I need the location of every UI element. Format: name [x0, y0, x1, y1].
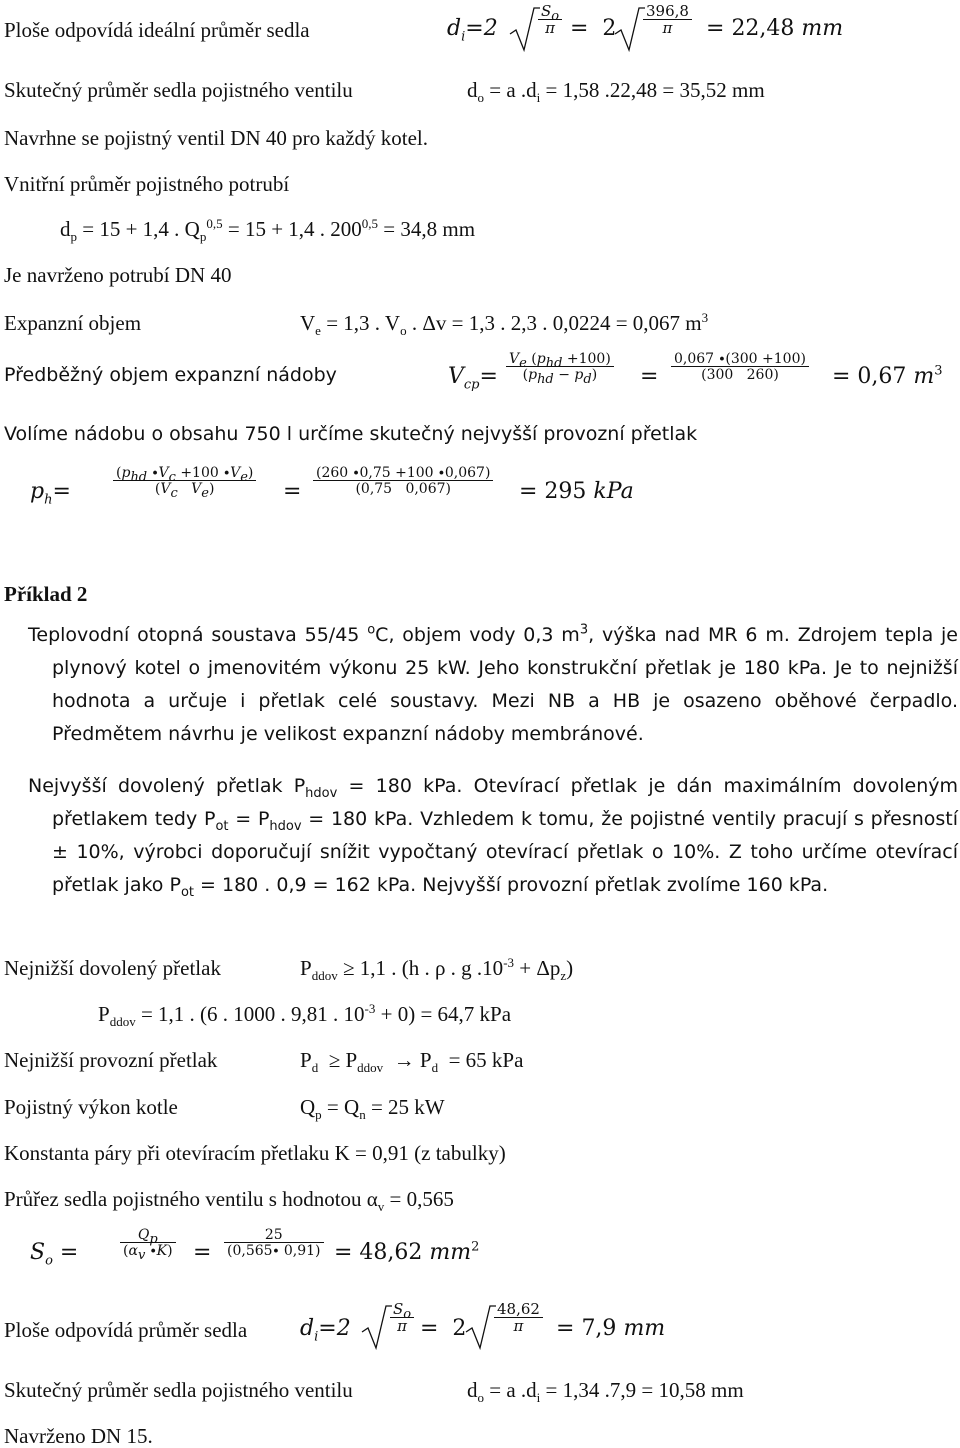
fraction-so-values: $\frac{25}{(0,565\cdot 0,91)}$ [224, 1228, 324, 1258]
result-2: = 7,9 mm [556, 1316, 666, 1341]
line-steam-constant: Konstanta páry při otevíracím přetlaku K = 0,91 (z tabulky) [4, 1141, 506, 1165]
text-part: = 0,565 [384, 1187, 454, 1211]
result: = 22,48 mm [706, 16, 844, 41]
result-unit: mm [801, 16, 844, 41]
line-proposed-dn: Navrženo DN 15. [4, 1424, 153, 1448]
fraction-ph: $\frac{(p_{hd} \cdot V_c +100 \cdot V_e)}{(V_c V_e)}$ [113, 466, 256, 496]
so-symbol: $S_o$ = [30, 1240, 79, 1269]
equals: = [283, 479, 302, 504]
vcp-symbol: $V_{cp}=$ [448, 364, 498, 393]
line-lowest-operating-label: Nejnižší provozní přetlak [4, 1048, 218, 1072]
equals: = 2 [420, 1316, 467, 1341]
fraction-ph-values: $\frac{(260 \cdot 0,75 +100 \cdot 0,067)}{(0,75 0,067)}$ [313, 466, 493, 496]
line-seat-cross-section: Průřez sedla pojistného ventilu s hodnotou $\alpha_v = 0,565$ [4, 1187, 454, 1215]
lowest-allowed-formula: $P_{ddov} \ge 1,1$ . (h . ρ . g $.10^{-3} + \Delta p_z$) [300, 955, 574, 984]
line-real-diameter-formula: $d_o = a$ $.d_i = 1,58$ .22,48 = 35,52 mm [467, 78, 765, 106]
fraction-const-pi-2: $\frac{48,62}{\pi}$ [494, 1302, 543, 1334]
ph-symbol: $p_h=$ [30, 479, 71, 508]
equals: = [193, 1240, 212, 1265]
sqrt-symbol [510, 8, 540, 52]
formula-rest: = 1,34 .7,9 = 10,58 mm [545, 1378, 744, 1402]
line-seat-diameter-label: Ploše odpovídá průměr sedla [4, 1318, 248, 1342]
paragraph-system-description: Teplovodní otopná soustava 55/45 $^o$C, objem vody 0,3 $m^3$, výška nad MR 6 m. Zdrojem tepla je plynový kotel o jmenovitém výkonu 25 kW. Jeho konstrukční přetlak je 180 kPa. Je to nejnižší hodnota a určuje i přetlak celé soustavy. Mezi NB a HB je osazeno oběhové čerpadlo. Předmětem návrhu je velikost expanzní nádoby membránové. [28, 622, 958, 745]
equals: = 2 [570, 16, 617, 41]
line-real-diameter-label: Skutečný průměr sedla pojistného ventilu [4, 78, 353, 102]
line-inner-pipe: Vnitřní průměr pojistného potrubí [4, 172, 290, 196]
so-result: = 48,62 $mm^2$ [334, 1239, 480, 1265]
text-part: = 180 . 0,9 = 162 kPa. [194, 874, 417, 896]
fraction-so-pi: $\frac{S_o}{\pi}$ [538, 4, 562, 36]
line-area-label: Ploše odpovídá ideální průměr sedla [4, 18, 310, 42]
text-part: C, objem vody 0,3 m [375, 624, 580, 646]
line-pipe-dn: Je navrženo potrubí DN 40 [4, 263, 232, 287]
fraction-vcp: $\frac{V_e (p_{hd} +100)}{(p_{hd} - p_d)}$ [506, 352, 614, 382]
formula-rest: = 1,58 .22,48 = 35,52 mm [545, 78, 765, 102]
expansion-formula: $V_e = 1,3$ . $V_o$ . Δv = 1,3 . 2,3 . 0,0224 = 0,067 $m^3$ [300, 310, 709, 339]
line-lowest-allowed-label: Nejnižší dovolený přetlak [4, 956, 221, 980]
fraction-so: $\frac{Q_p}{(\alpha_v \cdot K)}$ [120, 1228, 176, 1258]
paragraph-pressures: Nejvyšší dovolený přetlak $P_{hdov} = 180$ kPa. Otevírací přetlak je dán maximálním dovoleným přetlakem tedy $P_{ot} = P_{hdov} = 180$ kPa. Vzhledem k tomu, že pojistné ventily pracují s přesností ± 10%, výrobci doporučují snížit vypočtaný otevírací přetlak o 10%. Z toho určíme otevírací přetlak jako $P_{ot} = 180$ . 0,9 = 162 kPa. Nejvyšší provozní přetlak zvolíme 160 kPa. [28, 775, 959, 900]
equals: = [640, 364, 659, 389]
sqrt-symbol [615, 8, 645, 52]
result-value: 22,48 [731, 16, 795, 41]
pipe-formula: $d_p = 15 + 1,4$ . $Q_p^{0,5} = 15 + 1,4$ . $200^{0,5} = 34,8$ mm [60, 216, 476, 245]
text-part: Vzhledem k tomu, že pojistné ventily pracují s přesností ± 10%, výrobci doporučují snížit vypočtaný otevírací přetlak o 10%. Z toho určíme otevírací přetlak jako P [52, 808, 959, 896]
text-part: = 180 kPa. [337, 775, 463, 797]
section-heading: Příklad 2 [4, 582, 88, 606]
line-real-diameter-formula-2: $d_o = a$ $.d_i = 1,34$ .7,9 = 10,58 mm [467, 1378, 744, 1406]
sqrt-symbol [362, 1306, 392, 1350]
text-part: Otevírací přetlak je dán maximálním dovoleným přetlakem tedy P [52, 775, 958, 830]
line-expansion-label: Expanzní objem [4, 311, 142, 335]
vcp-result: = 0,67 $m^3$ [832, 363, 943, 389]
line-real-diameter-label-2: Skutečný průměr sedla pojistného ventilu [4, 1378, 353, 1402]
fraction-so-pi-2: $\frac{S_o}{\pi}$ [390, 1302, 414, 1334]
text-part: Teplovodní otopná soustava 55/45 [28, 624, 360, 646]
line-design-valve: Navrhne se pojistný ventil DN 40 pro každý kotel. [4, 126, 428, 150]
text-part: = P [228, 808, 270, 830]
lowest-operating-formula: $P_d \ge P_{ddov} \to P_d = 65$ kPa [300, 1048, 524, 1076]
fraction-const-pi: $\frac{396,8}{\pi}$ [643, 4, 692, 36]
safety-output-formula: $Q_p = Q_n = 25$ kW [300, 1095, 445, 1123]
lowest-allowed-calc: $P_{ddov} = 1,1$ . (6 . 1000 . 9,81 . $10^{-3} + 0) = 64,7$ kPa [98, 1001, 512, 1030]
line-safety-output-label: Pojistný výkon kotle [4, 1095, 178, 1119]
text-part: Nejvyšší provozní přetlak zvolíme 160 kPa. [422, 874, 829, 896]
text-part: Nejvyšší dovolený přetlak P [28, 775, 306, 797]
text-part: , výška nad MR 6 m. Zdrojem tepla je plynový kotel o jmenovitém výkonu 25 kW. Jeho konstrukční přetlak je 180 kPa. Je to nejnižší hodnota a určuje i přetlak celé soustavy. Mezi NB a HB je osazeno oběhové čerpadlo. Předmětem návrhu je velikost expanzní nádoby membránové. [52, 624, 958, 745]
text-part: Průřez sedla pojistného ventilu s hodnotou α [4, 1187, 378, 1211]
line-preliminary-label: Předběžný objem expanzní nádoby [4, 364, 337, 386]
fraction-vcp-values: $\frac{0,067 \cdot(300 +100)}{(300 260)}$ [671, 352, 809, 382]
line-choose-vessel: Volíme nádobu o obsahu 750 l určíme skutečný nejvyšší provozní přetlak [4, 423, 698, 445]
di-formula: $d_i=2$ [447, 16, 498, 45]
text-part: = 180 kPa. [301, 808, 414, 830]
di-formula-2: $d_i=2$ [300, 1316, 351, 1345]
result-value: 7,9 [581, 1316, 617, 1341]
ph-result: = 295 kPa [519, 479, 634, 504]
formula-part: = a .d [489, 78, 537, 102]
sqrt-symbol [466, 1306, 496, 1350]
